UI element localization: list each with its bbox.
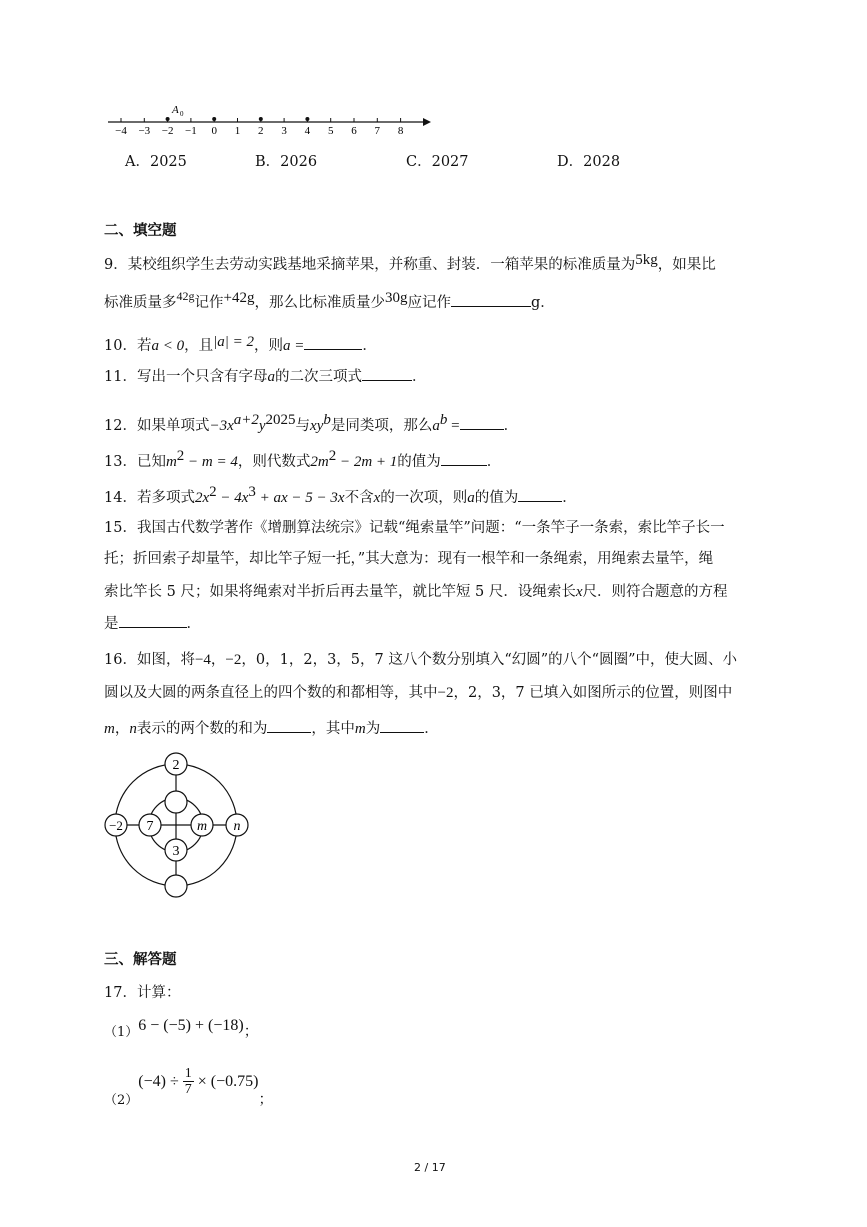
- q16-math: n: [129, 721, 137, 737]
- answer-blank[interactable]: [451, 292, 531, 307]
- q14-text: 不含: [344, 489, 374, 506]
- q12-math: −3x: [209, 417, 234, 434]
- q12-math: y: [258, 417, 266, 434]
- number-line-tick-label: 0: [211, 125, 217, 137]
- option-letter: D．: [557, 154, 584, 170]
- part-number: （2）: [104, 1092, 139, 1108]
- question-14: [104, 482, 577, 508]
- q13-text: ，则代数式: [237, 453, 311, 470]
- q13-math: 2m: [310, 453, 329, 470]
- q9-mass: 30g: [384, 290, 408, 306]
- question-15-line4: [104, 613, 201, 634]
- option-value: 2025: [149, 154, 187, 170]
- option-c: [406, 150, 469, 171]
- q14-text: 14．若多项式: [104, 489, 195, 506]
- answer-blank[interactable]: [119, 613, 187, 628]
- node-inner-bottom-label: 3: [172, 844, 180, 859]
- q16-text: ，0，1，2，3，5，7 这八个数分别填入“幻圆”的八个“圆圈”中，使大圆、小: [241, 652, 738, 668]
- number-line-point: [212, 117, 216, 121]
- q11-math: a: [267, 369, 275, 385]
- section-heading-solve: 三、解答题: [104, 952, 177, 968]
- question-9-line1: [104, 252, 716, 275]
- fraction-denominator: 7: [184, 1082, 192, 1097]
- q15-math: x: [575, 584, 583, 600]
- q16-math: −2: [437, 685, 454, 701]
- q16-text: 表示的两个数的和为: [136, 721, 268, 737]
- q15-text: 是: [104, 616, 119, 632]
- q10-math: a < 0: [151, 338, 185, 354]
- q14-math: 2x: [194, 489, 210, 506]
- number-line-tick-label: 7: [374, 125, 381, 137]
- option-value: 2028: [583, 154, 621, 170]
- q12-text: ．: [503, 417, 519, 434]
- question-17-part2: [104, 1062, 273, 1108]
- number-line-tick-label: −1: [185, 125, 197, 137]
- q13-text: ．: [486, 453, 502, 470]
- q13-math: − m = 4: [184, 453, 238, 470]
- q14-text: ．: [562, 489, 577, 506]
- answer-blank[interactable]: [380, 718, 424, 733]
- q16-text: 为: [365, 721, 381, 737]
- option-value: 2026: [280, 154, 318, 170]
- q12-exponent: 2025: [265, 412, 296, 428]
- q14-math: x: [373, 489, 381, 506]
- q14-math: a: [467, 489, 475, 506]
- number-line-tick-label: −4: [115, 125, 127, 137]
- question-12: [104, 410, 518, 436]
- q16-text: ，: [114, 721, 130, 737]
- point-a-label: A: [172, 104, 179, 116]
- node-left-label: −2: [109, 818, 123, 833]
- q12-exponent: b: [439, 412, 448, 428]
- answer-blank[interactable]: [362, 366, 412, 381]
- number-line: [105, 100, 435, 140]
- q13-text: 13．已知: [104, 453, 166, 470]
- q12-exponent: b: [323, 412, 331, 428]
- number-line-tick-label: 1: [234, 125, 241, 137]
- q15-text: 索比竿长 5 尺；如果将绳索对半折后再去量竿，就比竿短 5 尺．设绳索长: [104, 584, 576, 600]
- node-inner-right-label: m: [196, 819, 208, 834]
- option-letter: A．: [125, 154, 150, 170]
- question-17-title: 17．计算：: [104, 985, 181, 1001]
- q14-text: 的一次项，则: [380, 489, 468, 506]
- q16-text: 16．如图，将: [104, 652, 195, 668]
- q14-math: − 4x: [216, 489, 249, 506]
- magic-circle-svg: [100, 750, 260, 902]
- question-10: [104, 335, 377, 356]
- q9-text: ，那么比标准质量少: [254, 295, 385, 311]
- question-16-line1: [104, 650, 737, 670]
- node-right-label: n: [233, 819, 241, 834]
- number-line-point: [259, 117, 263, 121]
- q9-mass: 42g: [176, 289, 195, 303]
- question-16-line2: [104, 683, 732, 703]
- q13-math: − 2m + 1: [336, 453, 398, 470]
- q9-text: 9．某校组织学生去劳动实践基地采摘苹果，并称重、封装．一箱苹果的标准质量为: [104, 257, 636, 273]
- number-line-tick-label: 5: [327, 125, 334, 137]
- number-line-tick-label: 4: [304, 125, 311, 137]
- q17-text: ；: [258, 1091, 273, 1108]
- q15-text: 尺．则符合题意的方程: [582, 584, 728, 600]
- answer-blank[interactable]: [267, 718, 311, 733]
- q16-math: −4: [194, 652, 211, 668]
- question-16-line3: [104, 718, 439, 739]
- q12-math: =: [447, 417, 460, 434]
- q16-text: ．: [424, 721, 439, 737]
- q16-math: m: [104, 721, 115, 737]
- q11-text: ．: [411, 369, 427, 385]
- q14-text: 的值为: [474, 489, 519, 506]
- option-b: [255, 150, 317, 171]
- number-line-arrow: [423, 118, 431, 126]
- number-line-svg: [105, 100, 435, 140]
- question-15-line1: 15．我国古代数学著作《增删算法统宗》记载“绳索量竿”问题：“一条竿子一条索，索比竿子长一: [104, 520, 725, 536]
- option-letter: B．: [255, 154, 281, 170]
- number-line-tick-label: −2: [161, 125, 174, 137]
- q11-text: 11．写出一个只含有字母: [104, 369, 268, 385]
- q9-text: 标准质量多: [104, 295, 177, 311]
- q12-exponent: a+2: [233, 412, 259, 428]
- q16-text: ，: [210, 652, 226, 668]
- option-value: 2027: [431, 154, 469, 170]
- node-inner-left-label: 7: [146, 819, 154, 834]
- number-line-tick-label: 8: [397, 125, 404, 137]
- number-line-tick-label: 2: [258, 125, 264, 137]
- q16-math: −2: [225, 652, 242, 668]
- q13-math: m: [165, 453, 177, 470]
- q10-text: ．: [362, 338, 377, 354]
- q11-text: 的二次三项式: [274, 369, 362, 385]
- fraction: [183, 1066, 194, 1097]
- node-top-label: 2: [172, 758, 180, 773]
- question-15-line3: [104, 582, 728, 602]
- magic-circle-figure: [100, 750, 260, 902]
- number-line-point: [166, 117, 170, 121]
- q17-text: ；: [243, 1024, 259, 1040]
- q16-math: m: [354, 721, 366, 737]
- q16-text: 圆以及大圆的两条直径上的四个数的和都相等，其中: [104, 685, 438, 701]
- q14-exponent: 3: [248, 484, 256, 500]
- q12-text: 12．如果单项式: [104, 417, 210, 434]
- q13-exponent: 2: [176, 448, 185, 464]
- point-a-subscript: 0: [180, 110, 184, 118]
- q9-mass: 5kg: [635, 252, 658, 268]
- q9-mass: +42g: [223, 290, 255, 306]
- answer-blank[interactable]: [460, 415, 504, 430]
- q10-math: |a| = 2: [213, 334, 254, 350]
- q14-exponent: 2: [209, 484, 217, 500]
- number-line-tick-label: −3: [138, 125, 151, 137]
- question-15-line2: 托；折回索子却量竿，却比竿子短一托，”其大意为：现有一根竿和一条绳索，用绳索去量竿，绳: [104, 551, 714, 567]
- section-heading-fill-blank: 二、填空题: [104, 223, 177, 239]
- q9-text: 记作: [194, 295, 224, 311]
- answer-blank[interactable]: [441, 451, 487, 466]
- option-letter: C．: [406, 154, 432, 170]
- part-number: （1）: [104, 1025, 139, 1040]
- q10-text: ，则: [253, 338, 283, 354]
- number-line-tick-label: 3: [281, 125, 287, 137]
- q12-math: xy: [310, 417, 324, 434]
- q10-text: 10．若: [104, 338, 152, 354]
- number-line-tick-label: 6: [351, 125, 357, 137]
- q9-text: 应记作: [407, 295, 451, 311]
- q17-expression: (−4) ÷: [138, 1072, 183, 1090]
- q16-text: ，2，3，7 已填入如图所示的位置，则图中: [453, 685, 733, 701]
- q15-text: ．: [186, 616, 201, 632]
- q13-exponent: 2: [328, 448, 337, 464]
- q17-expression: 6 − (−5) + (−18): [138, 1017, 244, 1034]
- answer-blank[interactable]: [518, 487, 562, 502]
- q12-math: a: [432, 417, 440, 434]
- q14-math: + ax − 5 − 3x: [255, 489, 345, 506]
- question-17-part1: [104, 1017, 259, 1043]
- option-d: [557, 150, 620, 171]
- q12-text: 与: [295, 417, 311, 434]
- number-line-point: [305, 117, 309, 121]
- q16-text: ，其中: [311, 721, 355, 737]
- node-bottom: [165, 875, 187, 897]
- fraction-numerator: 1: [184, 1066, 192, 1081]
- q13-text: 的值为: [397, 453, 441, 470]
- q10-text: ，且: [184, 338, 214, 354]
- q12-text: 是同类项，那么: [330, 417, 433, 434]
- question-13: [104, 446, 501, 472]
- question-9-line2: [104, 289, 555, 313]
- q10-math: a =: [282, 338, 305, 354]
- page-number: 2 / 17: [414, 1161, 446, 1174]
- q9-text: g．: [530, 295, 555, 311]
- q9-text: ，如果比: [657, 257, 716, 273]
- question-11: [104, 366, 426, 387]
- node-inner-top: [165, 791, 187, 813]
- q17-expression: × (−0.75): [193, 1072, 259, 1090]
- option-a: [125, 150, 187, 171]
- answer-blank[interactable]: [304, 335, 362, 350]
